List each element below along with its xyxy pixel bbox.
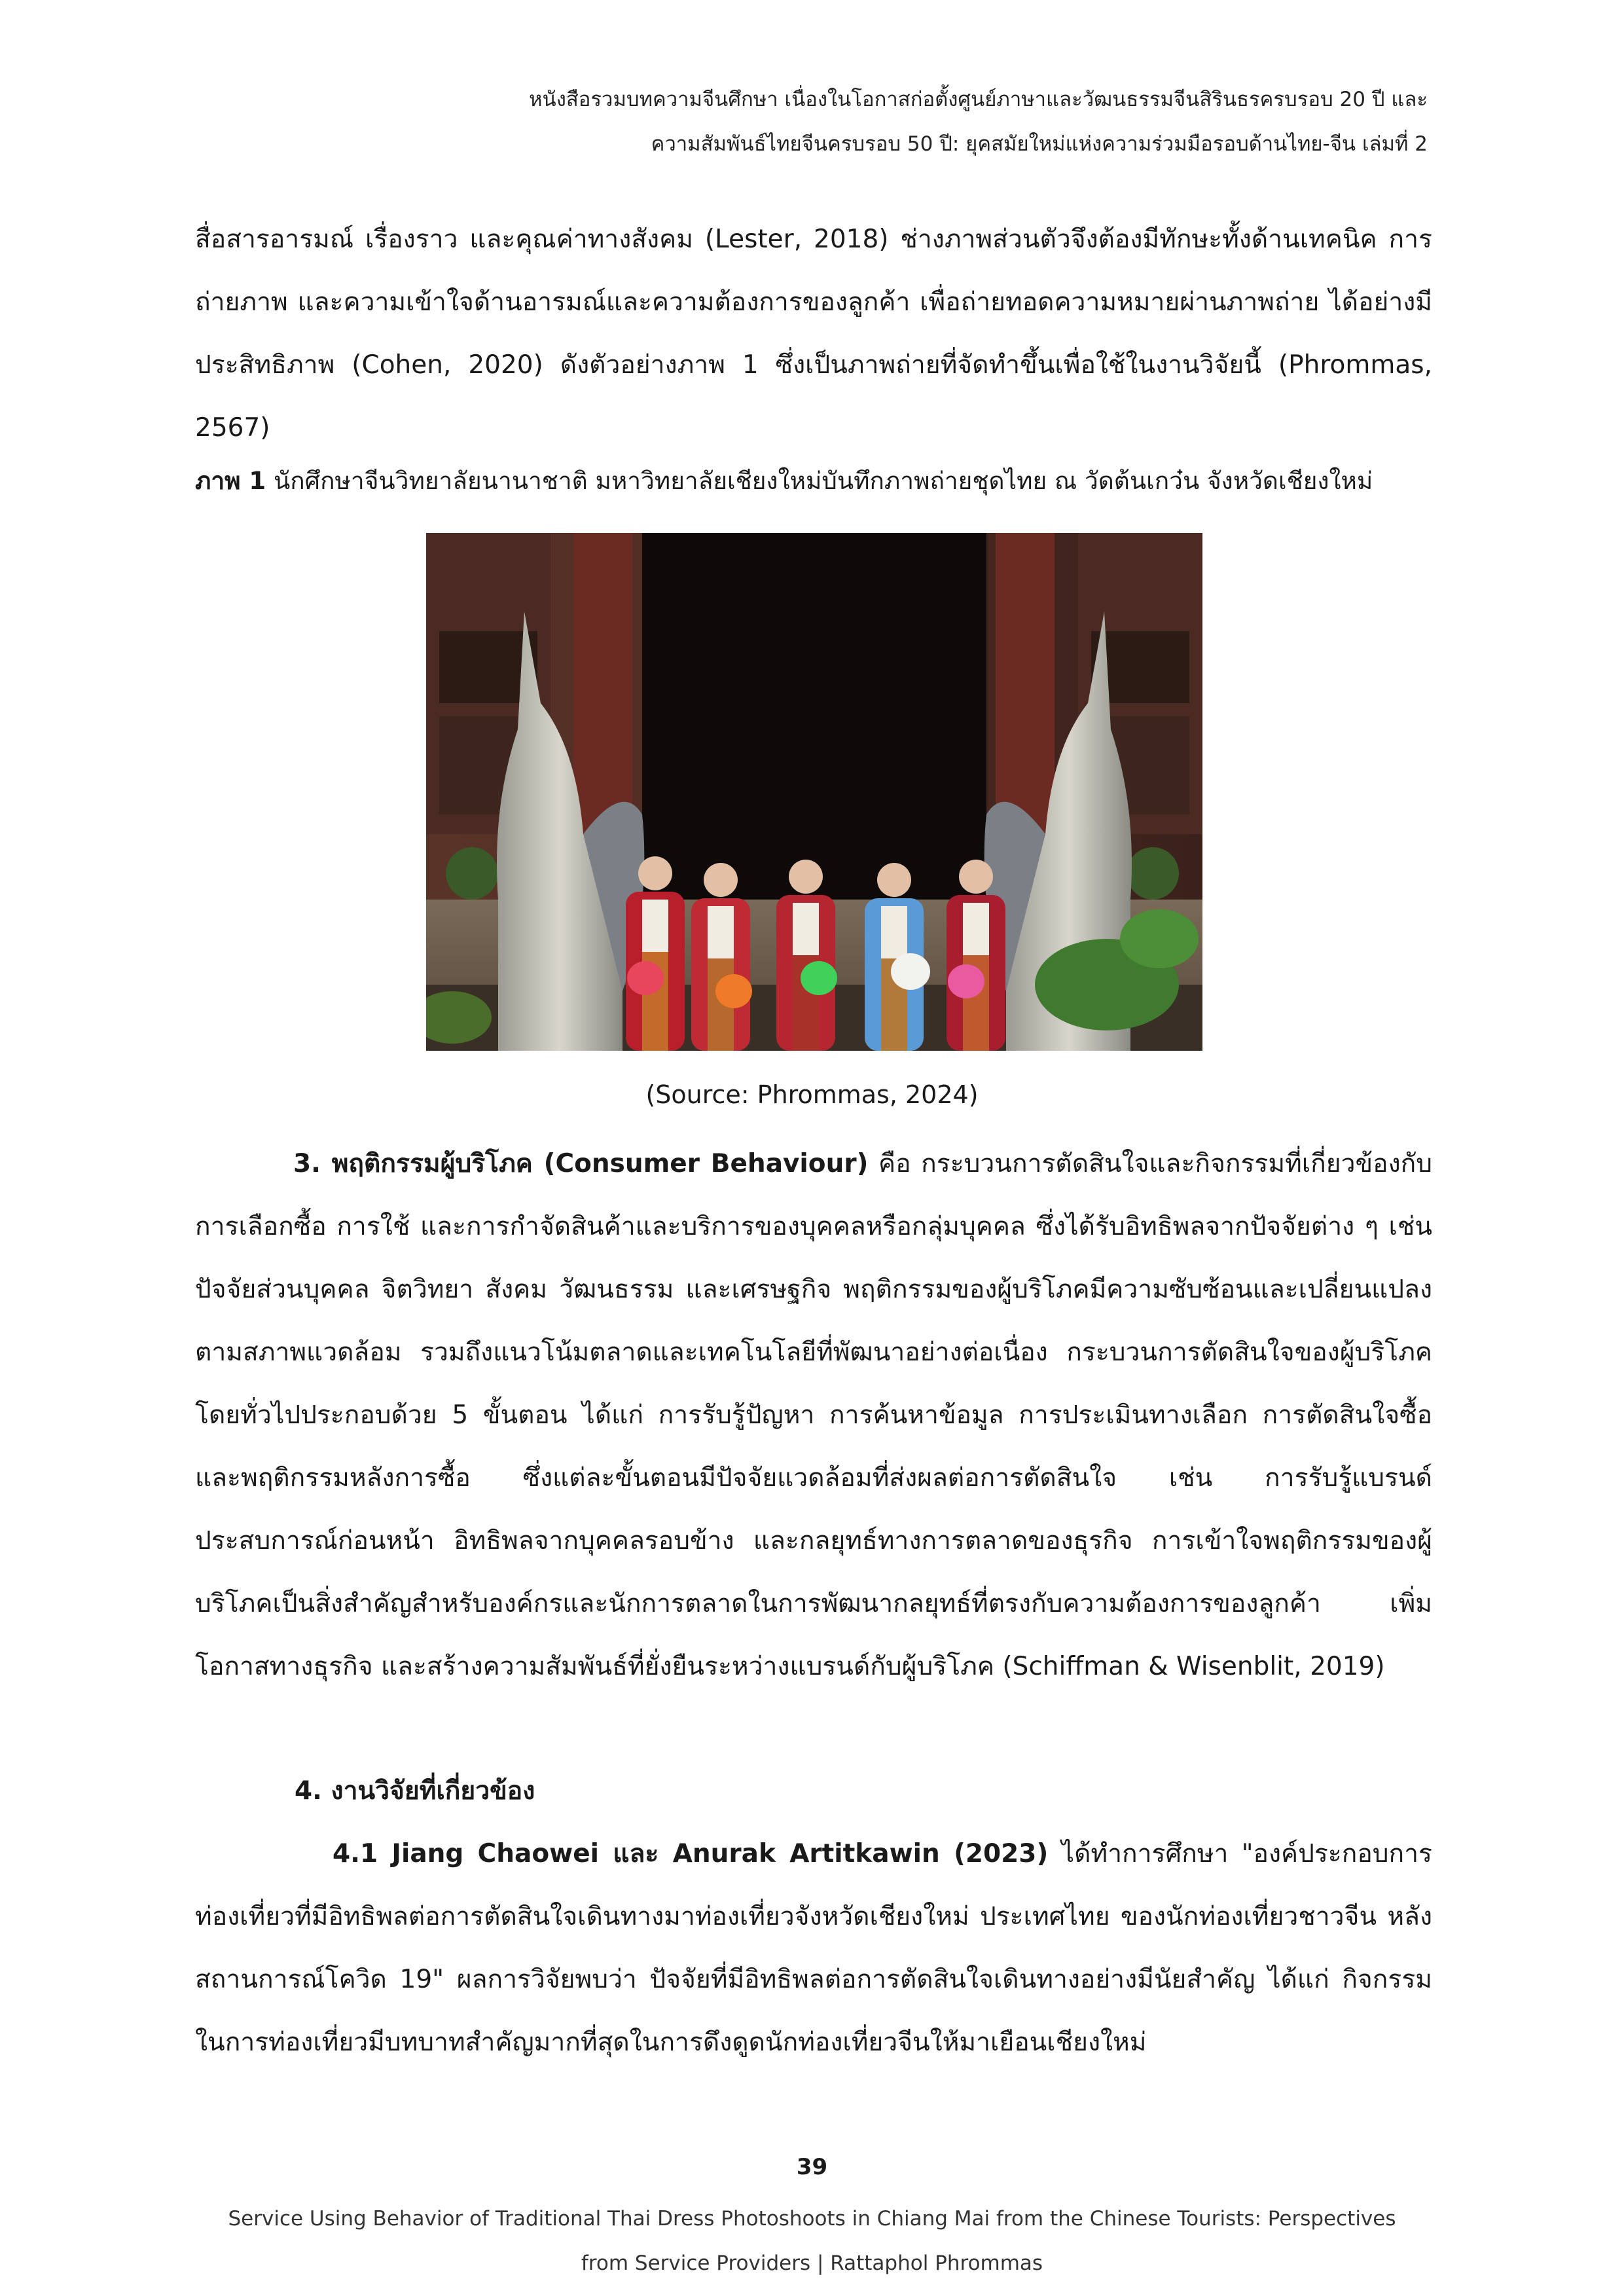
running-header: [184, 77, 1428, 166]
section-4-1-body: ได้ทำการศึกษา "องค์ประกอบการท่องเที่ยวที่มีอิทธิพลต่อการตัดสินใจเดินทางมาท่องเที่ยวจังหวัดเชียงใหม่ ประเทศไทย ของนักท่องเที่ยวชาวจีน หลังสถานการณ์โควิด 19" ผลการวิจัยพบว่า ปัจจัยที่มีอิทธิพลต่อการตัดสินใจเดินทางอย่างมีนัยสำคัญ ได้แก่ กิจกรรมในการท่องเที่ยวมีบทบาทสำคัญมากที่สุดในการดึงดูดนักท่องเที่ยวจีนให้มาเยือนเชียงใหม่: [195, 1839, 1432, 2057]
header-line-2: ความสัมพันธ์ไทยจีนครบรอบ 50 ปี: ยุคสมัยใหม่แห่งความร่วมมือรอบด้านไทย-จีน เล่มที่ 2: [651, 132, 1428, 156]
footer-line-1: Service Using Behavior of Traditional Thai Dress Photoshoots in Chiang Mai from the Chinese Tourists: Perspectives: [228, 2207, 1396, 2231]
figure-caption-text: นักศึกษาจีนวิทยาลัยนานาชาติ มหาวิทยาลัยเชียงใหม่บันทึกภาพถ่ายชุดไทย ณ วัดต้นเกว๋น จังหวัดเชียงใหม่: [273, 467, 1373, 495]
page-number: 39: [796, 2154, 828, 2180]
section-3-heading: 3. พฤติกรรมผู้บริโภค (Consumer Behaviour): [293, 1149, 869, 1178]
section-4-1-paragraph: [195, 1823, 1432, 2074]
figure-caption: [195, 462, 1432, 501]
section-3-body: คือ กระบวนการตัดสินใจและกิจกรรมที่เกี่ยวข้องกับการเลือกซื้อ การใช้ และการกำจัดสินค้าและบริการของบุคคลหรือกลุ่มบุคคล ซึ่งได้รับอิทธิพลจากปัจจัยต่าง ๆ เช่น ปัจจัยส่วนบุคคล จิตวิทยา สังคม วัฒนธรรม และเศรษฐกิจ พฤติกรรมของผู้บริโภคมีความซับซ้อนและเปลี่ยนแปลงตามสภาพแวดล้อม รวมถึงแนวโน้มตลาดและเทคโนโลยีที่พัฒนาอย่างต่อเนื่อง กระบวนการตัดสินใจของผู้บริโภคโดยทั่วไปประกอบด้วย 5 ขั้นตอน ได้แก่ การรับรู้ปัญหา การค้นหาข้อมูล การประเมินทางเลือก การตัดสินใจซื้อ และพฤติกรรมหลังการซื้อ ซึ่งแต่ละขั้นตอนมีปัจจัยแวดล้อมที่ส่งผลต่อการตัดสินใจ เช่น การรับรู้แบรนด์ ประสบการณ์ก่อนหน้า อิทธิพลจากบุคคลรอบข้าง และกลยุทธ์ทางการตลาดของธุรกิจ การเข้าใจพฤติกรรมของผู้บริโภคเป็นสิ่งสำคัญสำหรับองค์กรและนักการตลาดในการพัฒนากลยุทธ์ที่ตรงกับความต้องการของลูกค้า เพิ่มโอกาสทางธุรกิจ และสร้างความสัมพันธ์ที่ยั่งยืนระหว่างแบรนด์กับผู้บริโภค (Schiffman & Wisenblit, 2019): [195, 1149, 1432, 1681]
figure-photo: [426, 533, 1202, 1051]
section-4-heading: 4. งานวิจัยที่เกี่ยวข้อง: [295, 1776, 535, 1806]
temple-photo-illustration: [426, 533, 1202, 1051]
figure-source: (Source: Phrommas, 2024): [645, 1080, 979, 1109]
figure-label: ภาพ 1: [195, 467, 266, 495]
intro-paragraph: สื่อสารอารมณ์ เรื่องราว และคุณค่าทางสังคม (Lester, 2018) ช่างภาพส่วนตัวจึงต้องมีทักษะทั้งด้านเทคนิค การถ่ายภาพ และความเข้าใจด้านอารมณ์และความต้องการของลูกค้า เพื่อถ่ายทอดความหมายผ่านภาพถ่าย ได้อย่างมีประสิทธิภาพ (Cohen, 2020) ดังตัวอย่างภาพ 1 ซึ่งเป็นภาพถ่ายที่จัดทำขึ้นเพื่อใช้ในงานวิจัยนี้ (Phrommas, 2567): [195, 225, 1432, 443]
header-line-1: หนังสือรวมบทความจีนศึกษา เนื่องในโอกาสก่อตั้งศูนย์ภาษาและวัฒนธรรมจีนสิรินธรครบรอบ 20 ปี และ: [529, 88, 1428, 111]
footer-line-2: from Service Providers | Rattaphol Phrommas: [581, 2251, 1043, 2275]
running-footer: [0, 2196, 1624, 2286]
section-3-paragraph: [195, 1133, 1432, 1698]
section-4-1-heading: 4.1 Jiang Chaowei และ Anurak Artitkawin (2023): [333, 1839, 1049, 1868]
